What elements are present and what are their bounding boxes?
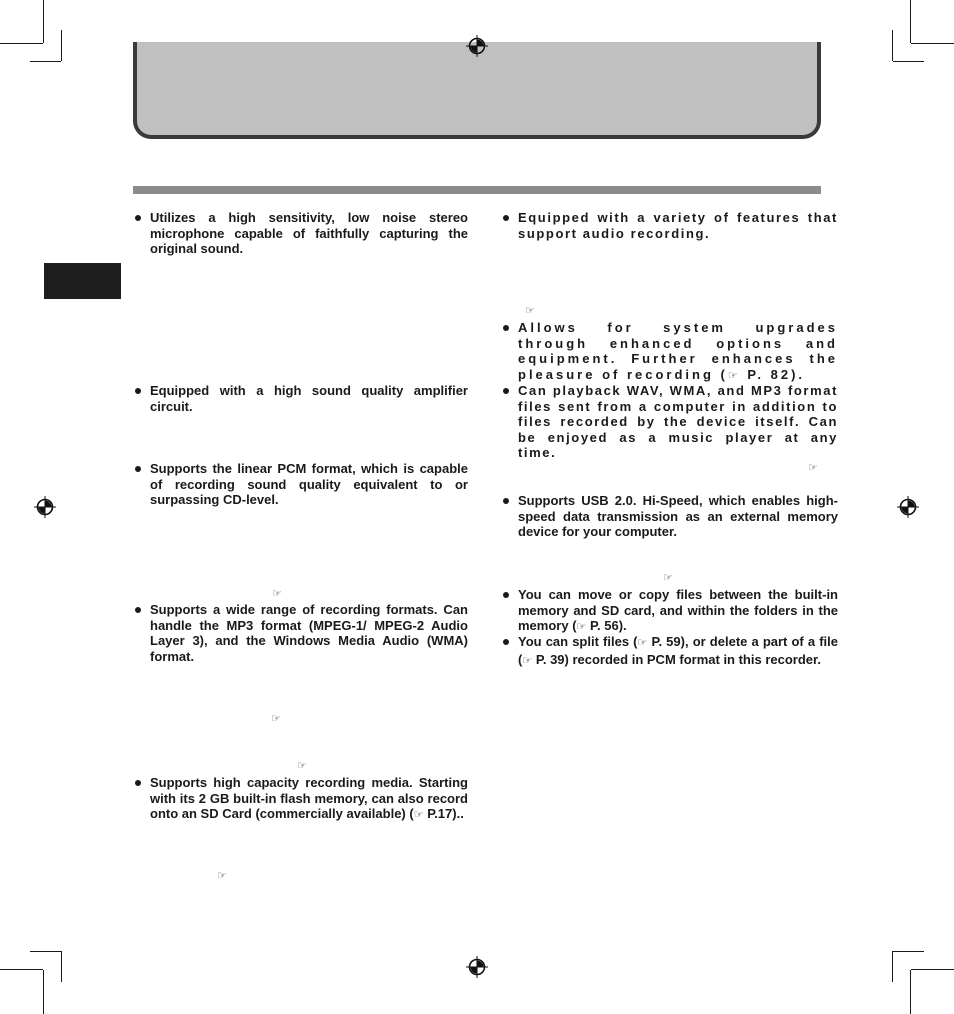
page-reference-icon: ☞: [663, 572, 673, 584]
page-reference-icon: ☞: [297, 760, 307, 772]
crop-mark: [910, 970, 911, 1014]
feature-item: [501, 634, 838, 669]
registration-mark-icon: [34, 496, 56, 518]
feature-text: You can move or copy files between the built-in memory and SD card, and within the folders in the memory (: [518, 587, 838, 634]
crop-mark: [910, 0, 911, 43]
feature-item: [501, 493, 838, 540]
crop-mark: [61, 30, 62, 61]
page-reference-icon: ☞: [808, 462, 818, 474]
feature-text: Equipped with a high sound quality amplifier circuit.: [150, 383, 468, 414]
feature-text: ).: [791, 366, 806, 382]
feature-text: ).: [618, 618, 627, 634]
crop-mark: [911, 43, 954, 44]
crop-mark: [892, 30, 893, 61]
crop-mark: [892, 951, 893, 982]
page-reference-icon: ☞: [576, 621, 587, 634]
feature-item: [133, 602, 468, 664]
crop-mark: [911, 969, 954, 970]
feature-text: Allows for system upgrades through enhanced options and equipment. Further enhances the pleasure of recording (: [518, 320, 838, 382]
feature-text: )..: [452, 806, 464, 822]
page-reference-link[interactable]: P.17: [427, 806, 453, 822]
page-reference-icon: ☞: [217, 870, 227, 882]
page-reference-icon: ☞: [637, 637, 648, 649]
feature-item: [501, 383, 838, 461]
page-reference-link[interactable]: P. 39: [535, 651, 565, 667]
page-reference-icon: ☞: [272, 588, 282, 600]
page-reference-icon: ☞: [525, 305, 535, 317]
page-reference-icon: ☞: [413, 809, 424, 822]
feature-text: Can playback WAV, WMA, and MP3 format files sent from a computer in addition to files recorded by the device itself. Can be enjoyed as a music player at any time.: [518, 383, 838, 461]
feature-item: [501, 320, 838, 384]
chapter-side-tab: [44, 263, 121, 299]
crop-mark: [893, 951, 924, 952]
feature-item: [501, 210, 838, 241]
page-reference-link[interactable]: P. 82: [747, 366, 792, 382]
feature-text: ), or delete a part of a file (: [518, 634, 838, 667]
feature-text: You can split files (: [518, 634, 638, 649]
crop-mark: [43, 0, 44, 43]
page-reference-icon: ☞: [271, 713, 281, 725]
page-reference-icon: ☞: [727, 369, 741, 382]
feature-item: [133, 210, 468, 257]
feature-item: [133, 775, 468, 824]
registration-mark-icon: [466, 35, 488, 57]
page-reference-link[interactable]: P. 56: [590, 618, 619, 634]
registration-mark-icon: [897, 496, 919, 518]
feature-item: [133, 383, 468, 414]
crop-mark: [0, 43, 43, 44]
crop-mark: [43, 970, 44, 1014]
registration-mark-icon: [466, 956, 488, 978]
feature-text: Supports a wide range of recording formats. Can handle the MP3 format (MPEG-1/ MPEG-2 Audio Layer 3), and the Windows Media Audio (WMA) format.: [150, 602, 468, 664]
crop-mark: [30, 951, 61, 952]
feature-text: ) recorded in PCM format in this recorder.: [564, 651, 821, 667]
feature-item: [501, 587, 838, 636]
feature-text: Equipped with a variety of features that support audio recording.: [518, 210, 838, 241]
crop-mark: [61, 951, 62, 982]
page-reference-link[interactable]: P. 59: [651, 634, 681, 649]
crop-mark: [0, 969, 43, 970]
feature-text: Supports the linear PCM format, which is capable of recording sound quality equivalent to or surpassing CD-level.: [150, 461, 468, 508]
feature-text: Supports high capacity recording media. Starting with its 2 GB built-in flash memory, can also record onto an SD Card (commercially available) (: [150, 775, 468, 822]
crop-mark: [893, 61, 924, 62]
crop-mark: [30, 61, 61, 62]
feature-item: [133, 461, 468, 508]
section-divider: [133, 186, 821, 194]
feature-text: Utilizes a high sensitivity, low noise stereo microphone capable of faithfully capturing the original sound.: [150, 210, 468, 257]
feature-text: Supports USB 2.0. Hi-Speed, which enables high-speed data transmission as an external memory device for your computer.: [518, 493, 838, 540]
page-reference-icon: ☞: [522, 654, 533, 667]
